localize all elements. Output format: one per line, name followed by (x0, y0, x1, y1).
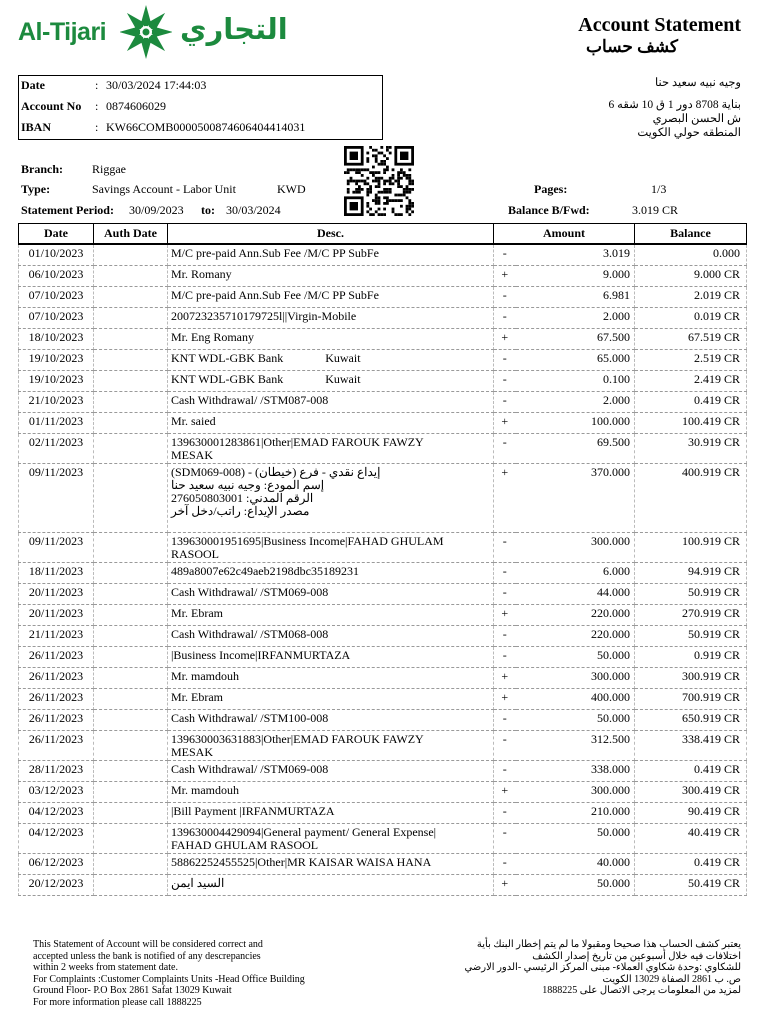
row-balance: 270.919 CR (635, 605, 747, 626)
table-row (19, 782, 747, 803)
row-description-line: Mr. saied (171, 414, 216, 428)
row-description (168, 626, 494, 647)
row-description-line: MESAK (171, 448, 214, 462)
row-description-line: 139630003631883|Other|EMAD FAROUK FAWZY (171, 732, 424, 746)
row-sign: - (494, 308, 516, 329)
row-description (168, 434, 494, 464)
row-description (168, 710, 494, 731)
row-amount: 220.000 (516, 605, 635, 626)
table-row (19, 563, 747, 584)
row-description-line: M/C pre-paid Ann.Sub Fee /M/C PP SubFe (171, 288, 379, 302)
row-sign: + (494, 668, 516, 689)
account-info-box (18, 75, 383, 140)
table-row (19, 875, 747, 896)
footer-line: Ground Floor- P.O Box 2861 Safat 13029 Kuwait (33, 985, 232, 996)
row-description (168, 329, 494, 350)
account-number-label: Account No (21, 99, 82, 113)
row-auth-date (94, 329, 168, 350)
customer-address-line-3: المنطقه حولي الكويت (637, 127, 741, 139)
row-date: 06/12/2023 (19, 854, 94, 875)
table-row (19, 434, 747, 464)
balance-bfwd-value: 3.019 CR (632, 203, 679, 217)
row-sign: - (494, 710, 516, 731)
row-balance: 0.919 CR (635, 647, 747, 668)
row-balance: 338.419 CR (635, 731, 747, 761)
type-label: Type: (21, 182, 51, 196)
row-balance: 0.000 (635, 244, 747, 266)
row-date: 19/10/2023 (19, 371, 94, 392)
bank-logo (14, 4, 314, 60)
row-amount: 50.000 (516, 824, 635, 854)
row-date: 07/10/2023 (19, 287, 94, 308)
row-auth-date (94, 647, 168, 668)
row-date: 26/11/2023 (19, 668, 94, 689)
row-amount: 400.000 (516, 689, 635, 710)
iban-value: KW66COMB000050087460640441403​1 (106, 120, 306, 134)
row-date: 18/10/2023 (19, 329, 94, 350)
footer-line: يعتبر كشف الحساب هذا صحيحا ومقبولا ما لم يتم إخطار البنك بأية (476, 939, 741, 950)
row-balance: 300.919 CR (635, 668, 747, 689)
table-row (19, 731, 747, 761)
row-auth-date (94, 710, 168, 731)
row-auth-date (94, 563, 168, 584)
row-date: 20/11/2023 (19, 584, 94, 605)
table-row (19, 266, 747, 287)
row-description-line: Mr. Romany (171, 267, 232, 281)
row-date: 03/12/2023 (19, 782, 94, 803)
row-amount: 65.000 (516, 350, 635, 371)
row-auth-date (94, 824, 168, 854)
row-sign: + (494, 605, 516, 626)
row-date: 21/11/2023 (19, 626, 94, 647)
row-amount: 338.000 (516, 761, 635, 782)
row-amount: 210.000 (516, 803, 635, 824)
row-date: 28/11/2023 (19, 761, 94, 782)
row-description-line: Cash Withdrawal/ /STM087-008 (171, 393, 329, 407)
logo-latin-text: Al-Tijari (18, 18, 107, 46)
row-sign: - (494, 824, 516, 854)
row-description (168, 824, 494, 854)
row-amount: 6.981 (516, 287, 635, 308)
page-title-arabic: كشف حساب (586, 37, 678, 56)
row-balance: 50.419 CR (635, 875, 747, 896)
row-date: 01/11/2023 (19, 413, 94, 434)
row-auth-date (94, 244, 168, 266)
row-description (168, 875, 494, 896)
row-description-line: Mr. Ebram (171, 606, 223, 620)
iban-sep: : (95, 120, 99, 134)
footer-line: For more information please call 1888225 (33, 996, 202, 1008)
row-description-line: Mr. Ebram (171, 690, 223, 704)
row-sign: + (494, 689, 516, 710)
table-row (19, 668, 747, 689)
row-amount: 300.000 (516, 533, 635, 563)
row-description-line: الرقم المدني: 276050803001 (171, 491, 314, 505)
footer-line: For Complaints :Customer Complaints Units -Head Office Building (33, 973, 305, 985)
table-row (19, 854, 747, 875)
row-sign: - (494, 244, 516, 266)
row-sign: - (494, 761, 516, 782)
row-sign: + (494, 413, 516, 434)
row-auth-date (94, 875, 168, 896)
row-description-line: Mr. mamdouh (171, 783, 239, 797)
row-sign: - (494, 533, 516, 563)
row-date: 02/11/2023 (19, 434, 94, 464)
row-sign: - (494, 647, 516, 668)
row-sign: - (494, 731, 516, 761)
row-description (168, 689, 494, 710)
account-type-value: Savings Account - Labor Unit (92, 182, 236, 196)
header-auth-date: Auth Date (94, 224, 168, 245)
row-description (168, 563, 494, 584)
row-description (168, 854, 494, 875)
row-description-line: |Bill Payment |IRFANMURTAZA (171, 804, 335, 818)
period-from-value: 30/09/2023 (129, 203, 184, 217)
row-amount: 6.000 (516, 563, 635, 584)
row-description (168, 308, 494, 329)
customer-address-line-2: ش الحسن البصري (652, 113, 741, 125)
row-balance: 0.419 CR (635, 761, 747, 782)
customer-name: وجيه نبيه سعيد حنا (654, 77, 741, 89)
table-row (19, 605, 747, 626)
row-auth-date (94, 308, 168, 329)
footer-line: ص. ب 2861 الصفاة 13029 الكويت (602, 973, 741, 985)
row-description (168, 464, 494, 533)
row-sign: - (494, 287, 516, 308)
row-balance: 67.519 CR (635, 329, 747, 350)
row-description (168, 761, 494, 782)
row-amount: 67.500 (516, 329, 635, 350)
row-description-line: (SDM069-008) - إيداع نقدي - فرع (خيطان) (171, 465, 381, 479)
row-description-line: السيد ايمن (171, 876, 225, 890)
row-auth-date (94, 731, 168, 761)
row-description (168, 244, 494, 266)
branch-label: Branch: (21, 162, 63, 176)
row-description-line: إسم المودع: وجيه نبيه سعيد حنا (171, 478, 325, 492)
row-description-line: 139630001283861|Other|EMAD FAROUK FAWZY (171, 435, 424, 449)
row-amount: 0.100 (516, 371, 635, 392)
row-description-line: KNT WDL-GBK Bank Kuwait (171, 372, 361, 386)
pages-label: Pages: (534, 182, 568, 196)
row-description (168, 287, 494, 308)
account-sep: : (95, 99, 99, 113)
footer-arabic (441, 939, 741, 997)
table-row (19, 308, 747, 329)
row-description (168, 605, 494, 626)
row-date: 20/12/2023 (19, 875, 94, 896)
qr-code-image (342, 146, 416, 216)
customer-address (481, 76, 741, 140)
row-auth-date (94, 761, 168, 782)
row-amount: 2.000 (516, 308, 635, 329)
row-description (168, 371, 494, 392)
row-description-line: Cash Withdrawal/ /STM068-008 (171, 627, 329, 641)
iban-label: IBAN (21, 120, 52, 134)
row-date: 26/11/2023 (19, 689, 94, 710)
row-balance: 0.019 CR (635, 308, 747, 329)
header-date: Date (19, 224, 94, 245)
table-row (19, 392, 747, 413)
logo-star-icon (120, 4, 172, 60)
row-sign: - (494, 350, 516, 371)
table-row (19, 710, 747, 731)
row-amount: 312.500 (516, 731, 635, 761)
row-sign: - (494, 392, 516, 413)
table-row (19, 533, 747, 563)
row-auth-date (94, 464, 168, 533)
row-auth-date (94, 854, 168, 875)
row-sign: + (494, 464, 516, 533)
row-balance: 2.019 CR (635, 287, 747, 308)
row-balance: 2.419 CR (635, 371, 747, 392)
row-description-line: |Business Income|IRFANMURTAZA (171, 648, 351, 662)
row-date: 18/11/2023 (19, 563, 94, 584)
row-sign: + (494, 782, 516, 803)
row-description (168, 533, 494, 563)
row-description (168, 668, 494, 689)
balance-bfwd-label: Balance B/Fwd: (508, 203, 590, 217)
table-row (19, 626, 747, 647)
row-sign: - (494, 563, 516, 584)
row-auth-date (94, 689, 168, 710)
row-balance: 40.419 CR (635, 824, 747, 854)
row-auth-date (94, 626, 168, 647)
row-description-line: مصدر الإيداع: راتب/دخل آخر (171, 504, 310, 518)
row-auth-date (94, 434, 168, 464)
row-description-line: MESAK (171, 745, 214, 759)
row-date: 26/11/2023 (19, 731, 94, 761)
row-sign: + (494, 875, 516, 896)
row-description (168, 584, 494, 605)
table-row (19, 803, 747, 824)
row-balance: 0.419 CR (635, 854, 747, 875)
table-row (19, 824, 747, 854)
row-sign: - (494, 626, 516, 647)
row-balance: 90.419 CR (635, 803, 747, 824)
page-title: Account Statement (578, 14, 741, 36)
row-description (168, 731, 494, 761)
table-row (19, 689, 747, 710)
row-description-line: Cash Withdrawal/ /STM100-008 (171, 711, 329, 725)
row-description (168, 266, 494, 287)
row-auth-date (94, 584, 168, 605)
row-description-line: 200723235710179725l||Virgin-Mobile (171, 309, 357, 323)
logo-arabic-text: التجاري (180, 14, 288, 46)
row-amount: 300.000 (516, 782, 635, 803)
row-description-line: M/C pre-paid Ann.Sub Fee /M/C PP SubFe (171, 246, 379, 260)
row-sign: - (494, 854, 516, 875)
row-auth-date (94, 668, 168, 689)
row-sign: + (494, 266, 516, 287)
row-balance: 50.919 CR (635, 584, 747, 605)
pages-value: 1/3 (651, 182, 667, 196)
row-description-line: 489a8007e62c49aeb2198dbc35189231 (171, 564, 359, 578)
row-description-line: RASOOL (171, 547, 220, 561)
footer-english (33, 939, 363, 1008)
period-to-value: 30/03/2024 (226, 203, 281, 217)
branch-value: Riggae (92, 162, 126, 176)
row-balance: 400.919 CR (635, 464, 747, 533)
row-auth-date (94, 803, 168, 824)
table-row (19, 464, 747, 533)
row-description (168, 803, 494, 824)
row-auth-date (94, 392, 168, 413)
row-description (168, 350, 494, 371)
row-description-line: KNT WDL-GBK Bank Kuwait (171, 351, 361, 365)
row-amount: 100.000 (516, 413, 635, 434)
row-date: 20/11/2023 (19, 605, 94, 626)
row-balance: 650.919 CR (635, 710, 747, 731)
header-description: Desc. (168, 224, 494, 245)
date-value: 30/03/2024 17:44:03 (106, 78, 207, 92)
row-description (168, 782, 494, 803)
row-description (168, 647, 494, 668)
footer-line: اختلافات فيه خلال أسبوعين من تاريخ إصدار الكشف (532, 950, 741, 962)
table-row (19, 329, 747, 350)
row-amount: 40.000 (516, 854, 635, 875)
account-number-value: 0874606029 (106, 99, 166, 113)
row-auth-date (94, 287, 168, 308)
row-description-line: 139630001951695|Business Income|FAHAD GHULAM (171, 534, 444, 548)
footer-line: للشكاوي :وحدة شكاوي العملاء- مبنى المركز الرئيسي -الدور الارضي (464, 962, 741, 973)
date-sep: : (95, 78, 99, 92)
row-balance: 30.919 CR (635, 434, 747, 464)
header-balance: Balance (635, 224, 747, 245)
table-row (19, 244, 747, 266)
row-date: 19/10/2023 (19, 350, 94, 371)
table-header-row (19, 224, 747, 245)
row-amount: 50.000 (516, 875, 635, 896)
table-row (19, 761, 747, 782)
row-amount: 9.000 (516, 266, 635, 287)
row-amount: 2.000 (516, 392, 635, 413)
row-amount: 44.000 (516, 584, 635, 605)
row-description (168, 392, 494, 413)
row-amount: 50.000 (516, 647, 635, 668)
row-balance: 50.919 CR (635, 626, 747, 647)
row-amount: 3.019 (516, 244, 635, 266)
row-description-line: Mr. Eng Romany (171, 330, 254, 344)
row-balance: 300.419 CR (635, 782, 747, 803)
row-description-line: Cash Withdrawal/ /STM069-008 (171, 762, 329, 776)
row-description-line: Mr. mamdouh (171, 669, 239, 683)
footer-line: within 2 weeks from statement date. (33, 962, 178, 973)
row-sign: - (494, 584, 516, 605)
row-date: 01/10/2023 (19, 244, 94, 266)
row-sign: - (494, 371, 516, 392)
table-row (19, 647, 747, 668)
row-date: 04/12/2023 (19, 824, 94, 854)
row-date: 07/10/2023 (19, 308, 94, 329)
row-date: 26/11/2023 (19, 647, 94, 668)
row-amount: 220.000 (516, 626, 635, 647)
table-row (19, 584, 747, 605)
footer-line: لمزيد من المعلومات يرجى الاتصال على 1888225 (542, 985, 741, 996)
table-row (19, 413, 747, 434)
row-amount: 300.000 (516, 668, 635, 689)
table-row (19, 350, 747, 371)
row-description-line: FAHAD GHULAM RASOOL (171, 838, 319, 852)
row-sign: + (494, 329, 516, 350)
row-balance: 94.919 CR (635, 563, 747, 584)
statement-period-label: Statement Period: (21, 203, 114, 217)
row-balance: 2.519 CR (635, 350, 747, 371)
table-row (19, 371, 747, 392)
row-amount: 69.500 (516, 434, 635, 464)
row-balance: 9.000 CR (635, 266, 747, 287)
row-balance: 100.419 CR (635, 413, 747, 434)
row-description-line: Cash Withdrawal/ /STM069-008 (171, 585, 329, 599)
row-auth-date (94, 605, 168, 626)
row-auth-date (94, 371, 168, 392)
table-row (19, 287, 747, 308)
row-amount: 50.000 (516, 710, 635, 731)
footer-line: This Statement of Account will be considered correct and (33, 939, 263, 950)
row-auth-date (94, 533, 168, 563)
row-auth-date (94, 350, 168, 371)
row-description (168, 413, 494, 434)
row-date: 09/11/2023 (19, 464, 94, 533)
row-description-line: 58862252455525|Other|MR KAISAR WAISA HANA (171, 855, 432, 869)
row-date: 21/10/2023 (19, 392, 94, 413)
row-date: 06/10/2023 (19, 266, 94, 287)
row-date: 09/11/2023 (19, 533, 94, 563)
row-date: 04/12/2023 (19, 803, 94, 824)
row-date: 26/11/2023 (19, 710, 94, 731)
row-auth-date (94, 782, 168, 803)
row-amount: 370.000 (516, 464, 635, 533)
footer-line: accepted unless the bank is notified of any descrepancies (33, 950, 261, 962)
row-sign: - (494, 803, 516, 824)
row-sign: - (494, 434, 516, 464)
row-description-line (171, 518, 490, 531)
row-auth-date (94, 266, 168, 287)
row-balance: 0.419 CR (635, 392, 747, 413)
row-description-line: 139630004429094|General payment/ General Expense| (171, 825, 437, 839)
row-auth-date (94, 413, 168, 434)
header-amount: Amount (494, 224, 635, 245)
transactions-table (18, 223, 747, 896)
period-to-label: to: (201, 203, 215, 217)
customer-address-line-1: بناية 8708 دور 1 ق 10 شقه 6 (608, 99, 741, 111)
date-label: Date (21, 78, 45, 92)
currency-value: KWD (277, 182, 306, 196)
row-balance: 100.919 CR (635, 533, 747, 563)
row-balance: 700.919 CR (635, 689, 747, 710)
